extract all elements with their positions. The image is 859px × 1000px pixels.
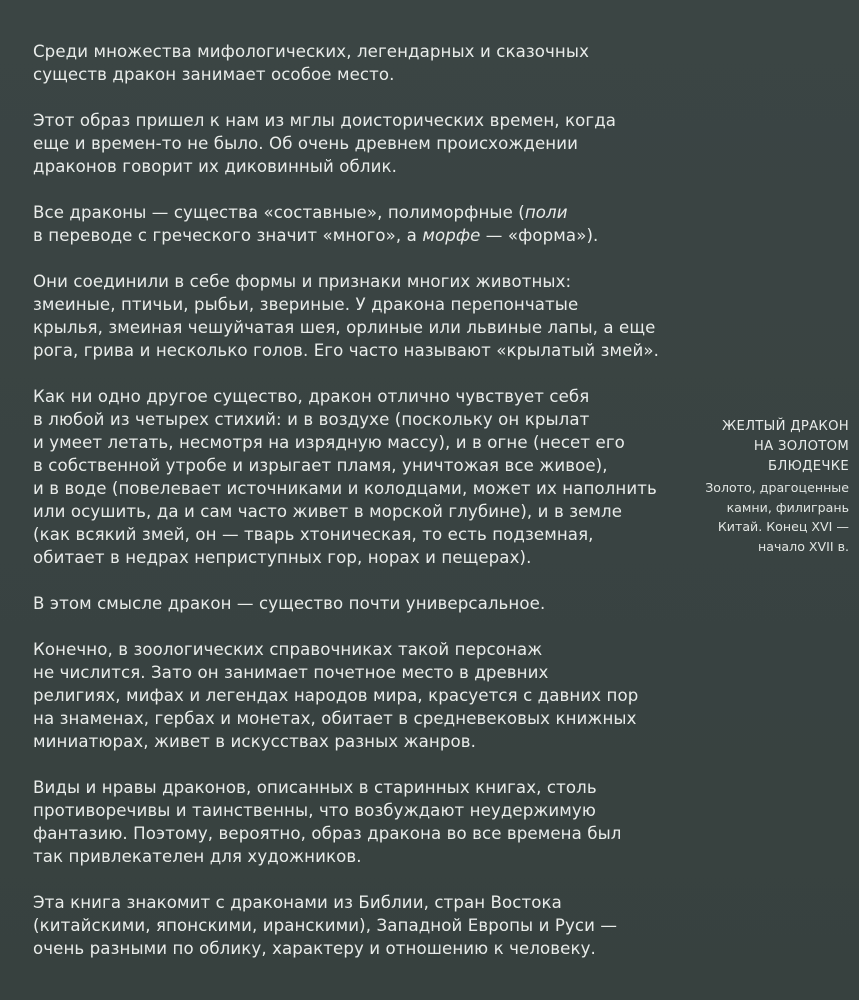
- paragraph-6: [33, 592, 683, 615]
- text-line: крылья, змеиная чешуйчатая шея, орлиные или львиные лапы, а еще: [33, 318, 656, 337]
- text-line: и умеет летать, несмотря на изрядную массу), и в огне (несет его: [33, 433, 625, 452]
- text-line: так привлекателен для художников.: [33, 847, 362, 866]
- text-line: или осушить, да и сам часто живет в морской глубине), и в земле: [33, 502, 623, 521]
- text-line: Виды и нравы драконов, описанных в старинных книгах, столь: [33, 778, 597, 797]
- illustration-caption: [649, 417, 849, 556]
- text-line: фантазию. Поэтому, вероятно, образ дракона во все времена был: [33, 824, 622, 843]
- text-line: Этот образ пришел к нам из мглы доисторических времен, когда: [33, 111, 617, 130]
- text-line: Среди множества мифологических, легендарных и сказочных: [33, 42, 590, 61]
- caption-desc-line: Золото, драгоценные: [705, 480, 849, 495]
- paragraph-8: [33, 776, 683, 868]
- caption-description: [649, 478, 849, 556]
- text-line: [33, 201, 683, 224]
- italic-term: поли: [524, 203, 568, 222]
- text-line: драконов говорит их диковинный облик.: [33, 157, 397, 176]
- text-line: в любой из четырех стихий: и в воздухе (поскольку он крылат: [33, 410, 590, 429]
- text-line: змеиные, птичьи, рыбьи, звериные. У дракона перепончатые: [33, 295, 579, 314]
- text-line: в собственной утробе и изрыгает пламя, уничтожая все живое),: [33, 456, 608, 475]
- text-line: В этом смысле дракон — существо почти универсальное.: [33, 594, 546, 613]
- paragraph-1: [33, 40, 683, 86]
- text-run: Все драконы — существа «составные», полиморфные (: [33, 203, 525, 222]
- text-line: (как всякий змей, он — тварь хтоническая, то есть подземная,: [33, 525, 594, 544]
- caption-title-line: ЖЕЛТЫЙ ДРАКОН: [721, 419, 849, 434]
- text-line: рога, грива и несколько голов. Его часто называют «крылатый змей».: [33, 341, 659, 360]
- text-line: [33, 224, 683, 247]
- text-run: — «форма»).: [480, 226, 599, 245]
- paragraph-3: [33, 201, 683, 247]
- text-line: очень разными по облику, характеру и отношению к человеку.: [33, 939, 596, 958]
- text-line: миниатюрах, живет в искусствах разных жанров.: [33, 732, 477, 751]
- text-line: Как ни одно другое существо, дракон отлично чувствует себя: [33, 387, 590, 406]
- caption-desc-line: камни, филигрань: [726, 499, 849, 515]
- paragraph-5: [33, 385, 683, 569]
- text-run: в переводе с греческого значит «много», а: [33, 226, 423, 245]
- caption-desc-line: Китай. Конец XVI —: [717, 519, 849, 534]
- text-line: обитает в недрах неприступных гор, норах и пещерах).: [33, 548, 532, 567]
- paragraph-7: [33, 638, 683, 753]
- italic-term: морфе: [422, 226, 481, 245]
- caption-title: [649, 417, 849, 477]
- paragraph-4: [33, 270, 683, 362]
- text-line: на знаменах, гербах и монетах, обитает в средневековых книжных: [33, 709, 637, 728]
- paragraph-2: [33, 109, 683, 178]
- caption-desc-line: начало XVII в.: [758, 538, 849, 554]
- text-line: противоречивы и таинственны, что возбуждают неудержимую: [33, 801, 596, 820]
- text-line: существ дракон занимает особое место.: [33, 65, 395, 84]
- text-line: Эта книга знакомит с драконами из Библии, стран Востока: [33, 893, 562, 912]
- text-line: (китайскими, японскими, иранскими), Западной Европы и Руси —: [33, 916, 618, 935]
- text-line: и в воде (повелевает источниками и колодцами, может их наполнить: [33, 479, 657, 498]
- main-text-column: [33, 40, 683, 983]
- caption-title-line: БЛЮДЕЧКЕ: [768, 459, 849, 474]
- text-line: религиях, мифах и легендах народов мира, красуется с давних пор: [33, 686, 639, 705]
- text-line: Они соединили в себе формы и признаки многих животных:: [33, 272, 572, 291]
- text-line: Конечно, в зоологических справочниках такой персонаж: [33, 640, 543, 659]
- paragraph-9: [33, 891, 683, 960]
- caption-title-line: НА ЗОЛОТОМ: [753, 439, 849, 454]
- text-line: еще и времен-то не было. Об очень древнем происхождении: [33, 134, 578, 153]
- text-line: не числится. Зато он занимает почетное место в древних: [33, 663, 549, 682]
